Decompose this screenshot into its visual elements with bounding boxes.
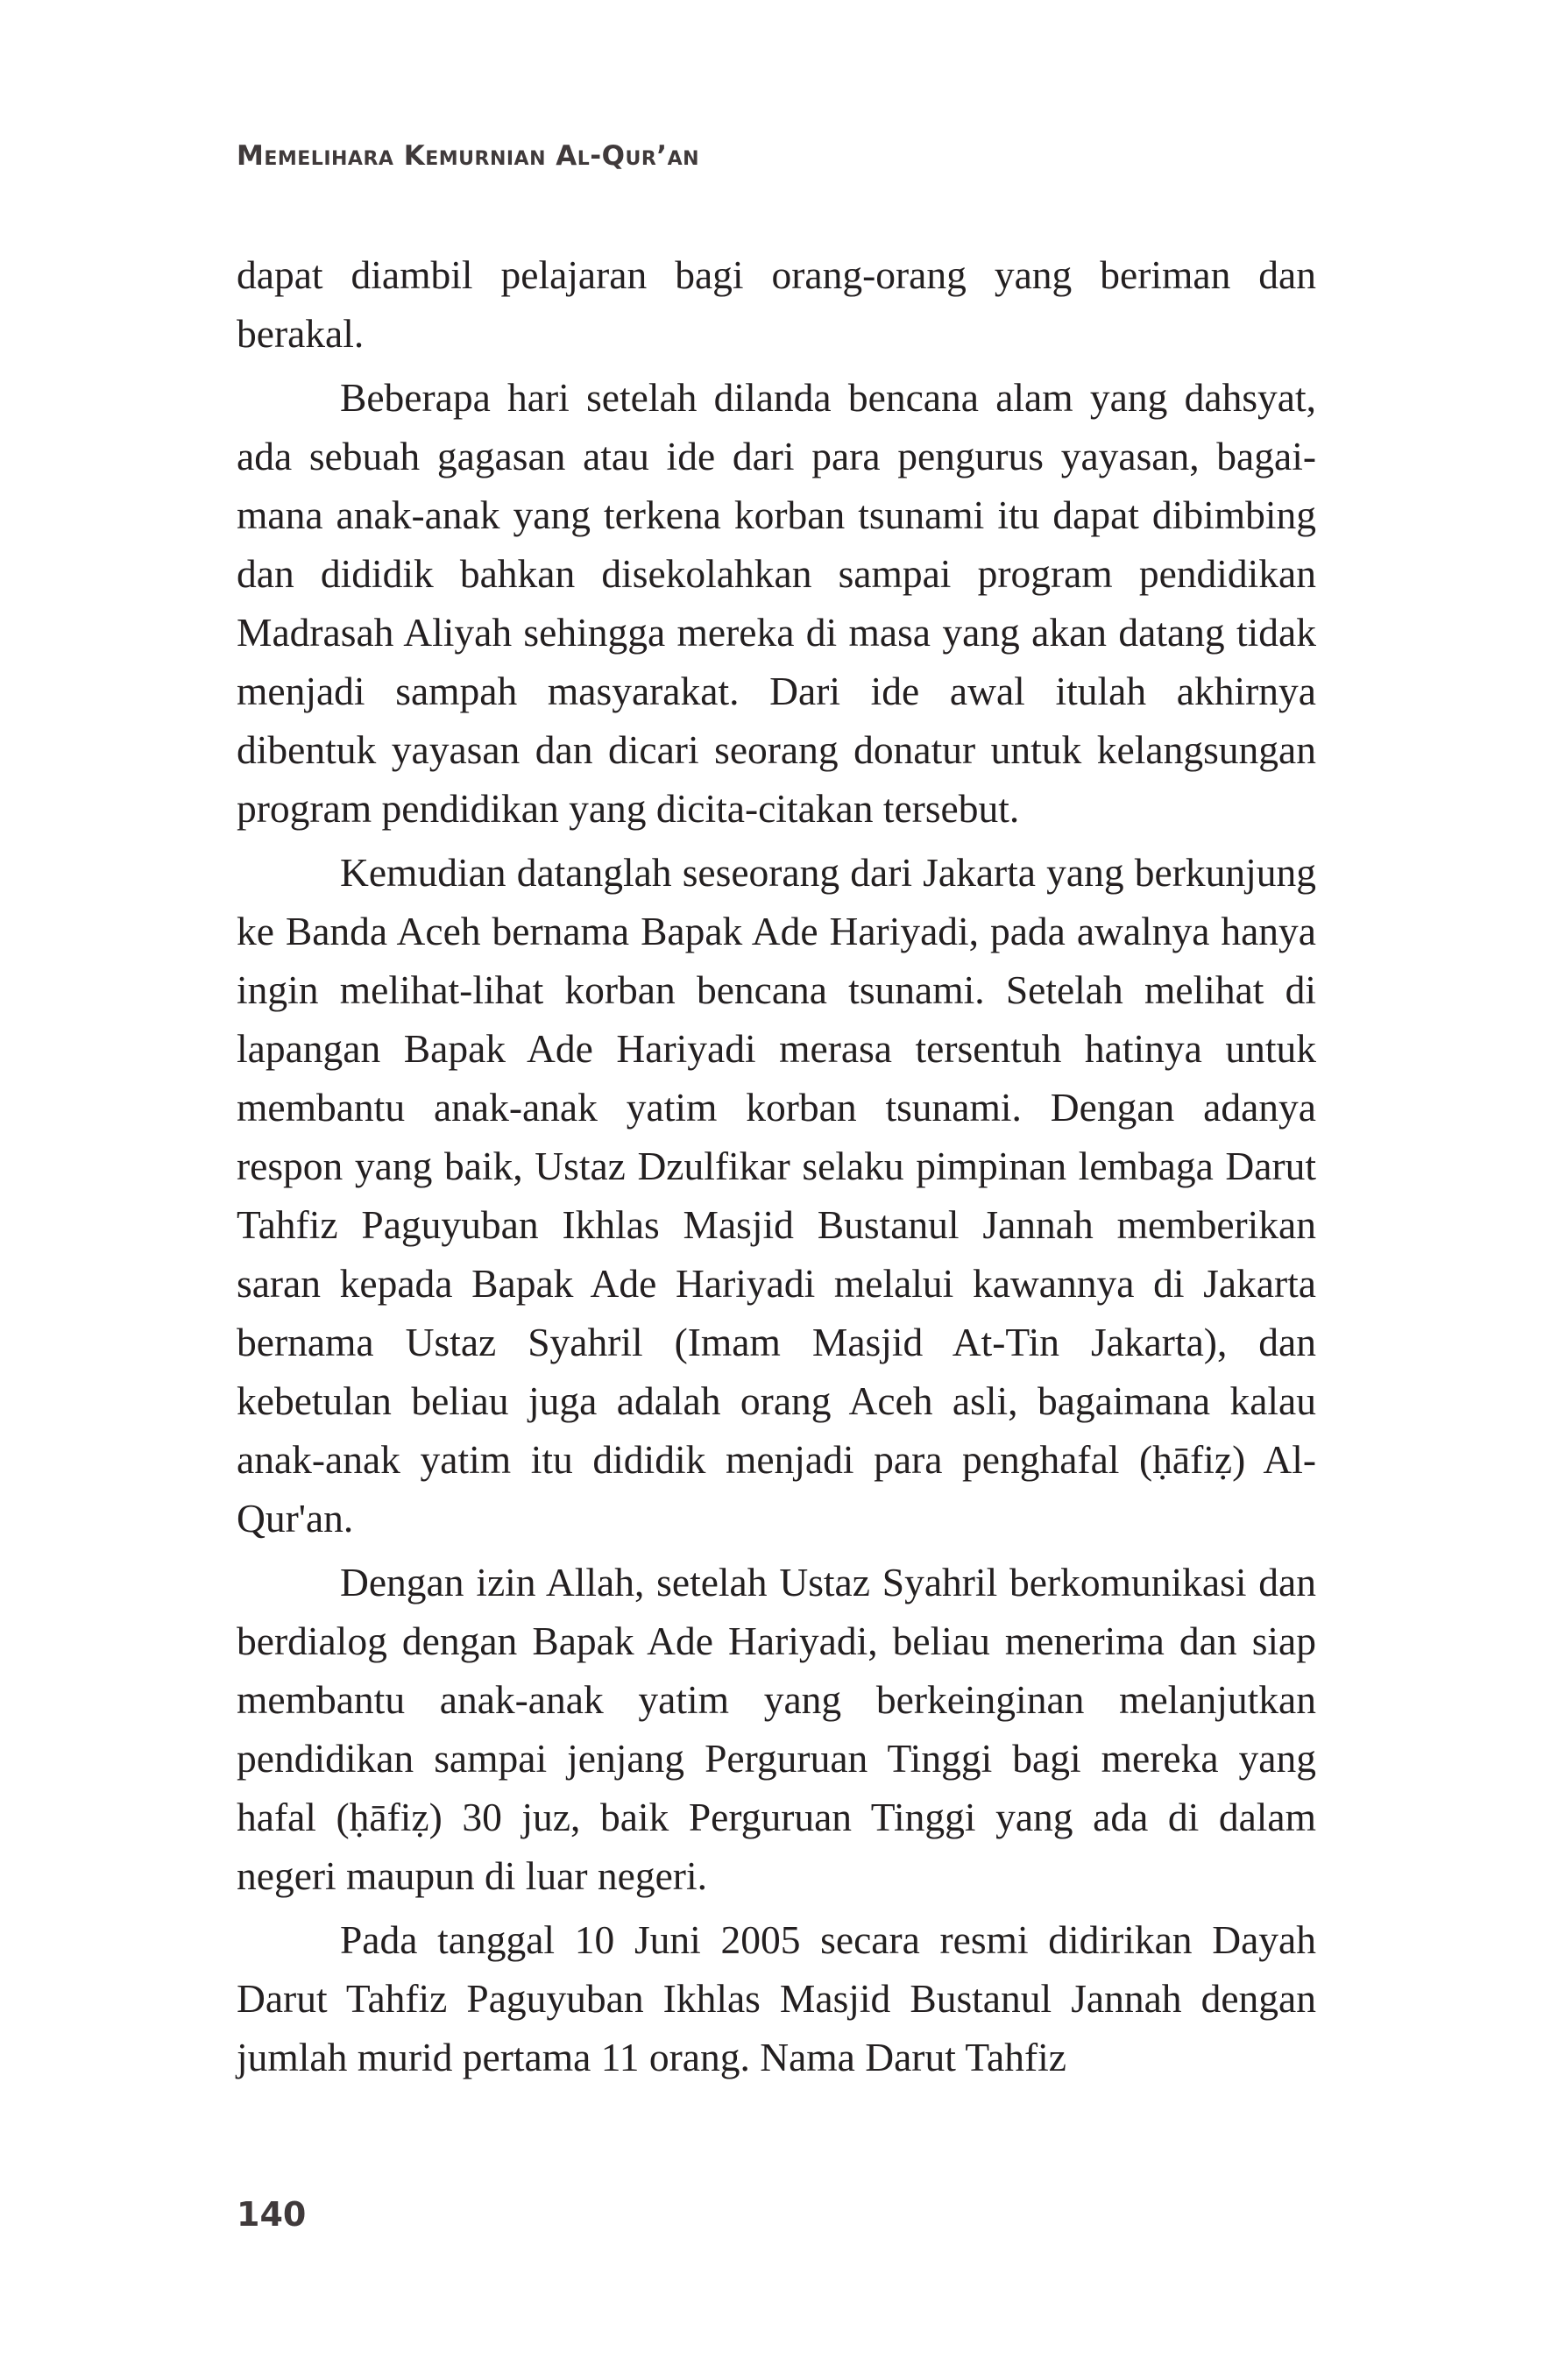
running-header: Memelihara Kemurnian Al-Qur’an (237, 140, 700, 172)
paragraph-ade-hariyadi-visit: Kemudian datanglah seseorang dari Jakarta yang berkunjung ke Banda Aceh bernama Bapak Ade Hariyadi, pada awalnya hanya ingin melihat-lihat korban bencana tsunami. Setelah melihat di lapangan Bapak Ade Hariyadi merasa tersentuh hatinya untuk membantu anak-anak yatim korban tsunami. Dengan adanya respon yang baik, Ustaz Dzulfikar selaku pimpinan lembaga Darut Tahfiz Paguyuban Ikhlas Masjid Bustanul Jannah memberikan saran kepada Bapak Ade Hariyadi melalui kawannya di Jakarta bernama Ustaz Syahril (Imam Masjid At-Tin Jakarta), dan kebetulan beliau juga adalah orang Aceh asli, bagaimana kalau anak-anak yatim itu dididik menjadi para penghafal (ḥāfiẓ) Al-Qur'an. (237, 850, 1316, 1541)
paragraph-founding-date: Pada tanggal 10 Juni 2005 secara resmi didirikan Dayah Darut Tahfiz Paguyuban Ikhlas Masjid Bustanul Jannah dengan jumlah murid pertama 11 orang. Nama Darut Tahfiz (237, 1917, 1316, 2079)
paragraph-ustaz-syahril-dialog: Dengan izin Allah, setelah Ustaz Syahril berkomunikasi dan berdialog dengan Bapak Ade Hariyadi, beliau menerima dan siap membantu anak-anak yatim yang berkeinginan melanjutkan pendidikan sampai jenjang Perguruan Tinggi bagi mereka yang hafal (ḥāfiẓ) 30 juz, baik Perguruan Tinggi yang ada di dalam negeri maupun di luar negeri. (237, 1560, 1316, 1898)
paragraph-idea-foundation: Beberapa hari setelah dilanda bencana alam yang dahsyat, ada sebuah gagasan atau ide dari para pengurus yayasan, bagaimana anak-anak yang terkena korban tsunami itu dapat dibimbing dan dididik bahkan disekolahkan sampai program pendidikan Madrasah Aliyah sehingga mereka di masa yang akan datang tidak menjadi sampah masyarakat. Dari ide awal itulah akhirnya dibentuk yayasan dan dicari seorang donatur untuk kelangsungan program pendidikan yang dicita-citakan tersebut. (237, 375, 1316, 831)
page-number: 140 (237, 2195, 307, 2234)
paragraph-continuation: dapat diambil pelajaran bagi orang-orang yang beriman dan berakal. (237, 252, 1316, 356)
body-text (237, 245, 1316, 2092)
